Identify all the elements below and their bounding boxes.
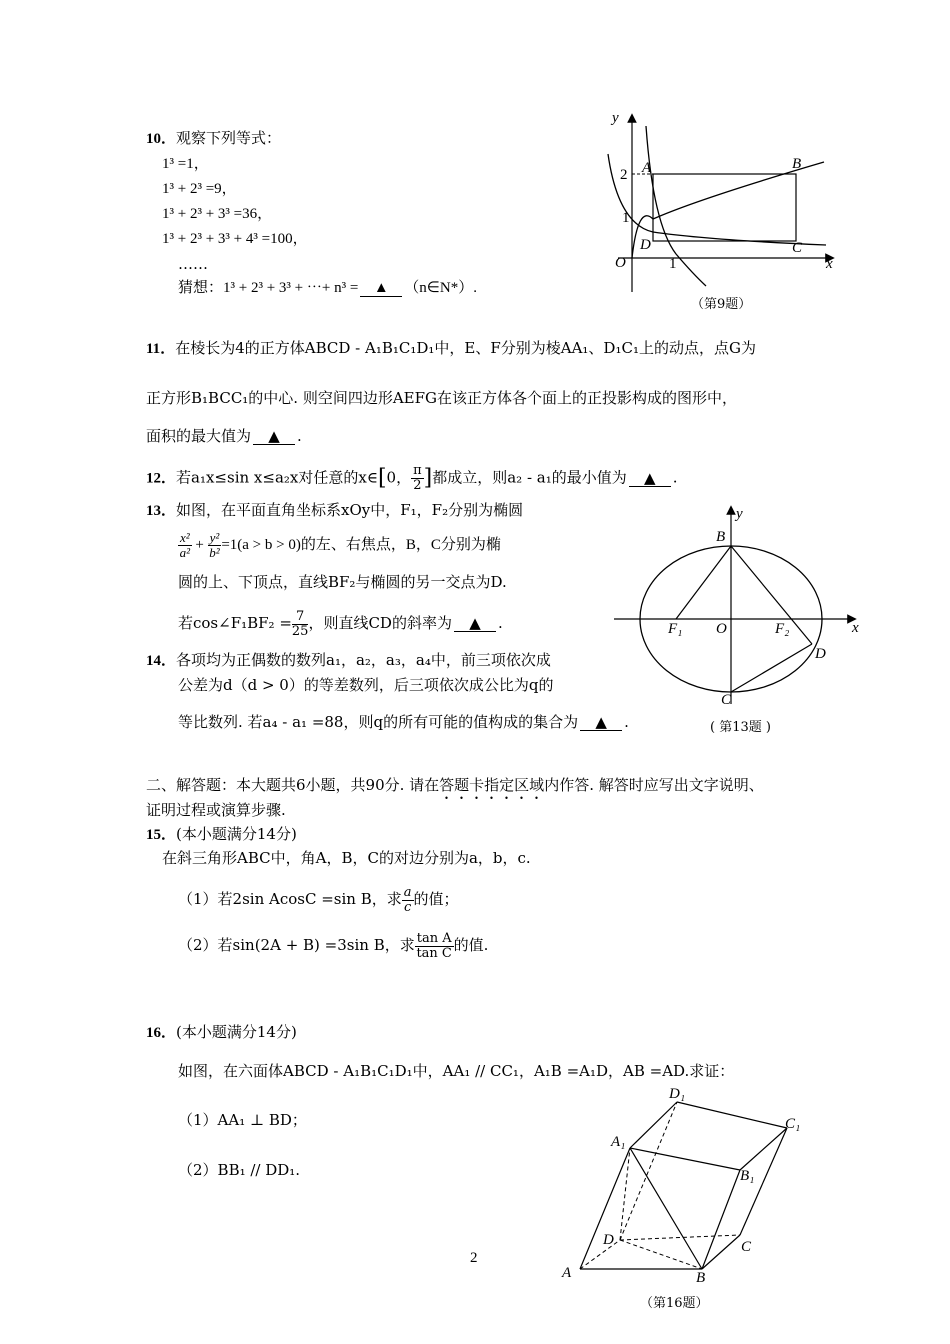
fig9-tick-2: 2: [620, 167, 628, 183]
fig13-point-d: D: [815, 646, 826, 662]
q12-number: 12: [146, 470, 161, 487]
fig9-tick-1x: 1: [669, 256, 677, 272]
q11-text-3: 面积的最大值为: [146, 427, 252, 445]
fig16-hidden-d-a1: [620, 1148, 630, 1240]
q13-text-1: 如图，在平面直角坐标系xOy中，F₁，F₂分别为椭圆: [176, 501, 524, 519]
q12-text-b: 都成立，则a₂ - a₁的最小值为: [432, 468, 627, 487]
fig16-edge-a1-b1: [630, 1148, 740, 1170]
fig16-point-a: A: [562, 1265, 572, 1281]
figure-16: [555, 1080, 815, 1290]
q16-number: 16: [146, 1025, 161, 1041]
q10-eq-4: 1³ + 2³ + 3³ + 4³ =100，: [162, 231, 308, 247]
q13-text-4a: 若cos∠F₁BF₂ =: [178, 614, 292, 632]
q10-stem: 10．观察下列等式：: [146, 129, 282, 147]
figure-13: [612, 500, 872, 712]
fig9-origin: O: [615, 255, 626, 271]
fig16-point-c1: C₁: [785, 1116, 801, 1132]
q15-p1-text-b: 的值；: [413, 890, 459, 908]
q13-number: 13: [146, 503, 161, 519]
q13-y2: y²: [209, 530, 220, 546]
q15-part2: [178, 930, 488, 961]
q14-text-1: 各项均为正偶数的数列a₁，a₂，a₃，a₄中，前三项依次成: [176, 651, 551, 669]
fig13-point-f1: F₁: [668, 621, 683, 637]
fig16-edge-b-b1: [702, 1170, 740, 1269]
fig13-y-label: y: [736, 506, 743, 522]
q15-p2-fraction: [415, 932, 454, 961]
section2-text-b: 内作答. 解答时应写出文字说明、: [544, 776, 764, 794]
q11-line2: 正方形B₁BCC₁的中心. 则空间四边形AEFG在该正方体各个面上的正投影构成的图形中，: [146, 389, 738, 407]
q11-end: .: [297, 427, 302, 445]
q11-number: 11: [146, 341, 161, 357]
q11-answer-blank: ▲: [253, 428, 295, 445]
fig9-y-label: y: [612, 110, 619, 126]
fig16-point-b: B: [696, 1270, 706, 1286]
q10-guess-prefix: 猜想：1³ + 2³ + 3³ + ⋯+ n³ =: [178, 280, 359, 296]
q12-pi: π: [413, 463, 422, 478]
q12-interval-left: 0，: [386, 468, 412, 487]
fig9-x-label: x: [826, 256, 833, 272]
q10-guess-suffix: （n∈N*）.: [404, 280, 477, 296]
q16-part2: （2）BB₁ // DD₁.: [178, 1161, 301, 1179]
q14-number: 14: [146, 653, 161, 669]
fig9-tick-1y: 1: [622, 210, 630, 226]
q13-cos-num: 7: [292, 610, 309, 625]
fig16-edge-d1-c1: [677, 1102, 787, 1128]
fig13-line-bd: [731, 546, 812, 644]
fig16-edge-c1-b1: [740, 1128, 787, 1170]
fig9-point-a: A: [642, 160, 652, 176]
fig16-hidden-d-d1: [620, 1102, 677, 1240]
q12-line: 12．若a₁x≤sin x≤a₂x对任意的x∈[0， $\frac{\pi}{2}$ ]都成立，则a₂ - a₁的最小值为 ▲ .: [146, 463, 678, 493]
fig16-edge-b-a1: [630, 1148, 702, 1269]
q13-frac-x: [178, 531, 192, 560]
q13-frac-y: [208, 531, 222, 560]
q15-points: (本小题满分14分): [176, 825, 297, 843]
q10-title: 观察下列等式：: [176, 129, 282, 147]
q12-text-a: 若a₁x≤sin x≤a₂x对任意的x∈: [176, 468, 378, 487]
fig9-point-d: D: [640, 237, 651, 253]
q11-line3: [146, 426, 302, 446]
q13-x2: x²: [180, 530, 190, 546]
q10-guess: [178, 278, 477, 298]
fig9-rectangle: [653, 174, 796, 241]
fig9-caption: （第9题）: [691, 297, 752, 312]
q15-p1-fraction: [402, 886, 414, 915]
q15-p1-num: a: [403, 884, 412, 900]
q15-intro: 在斜三角形ABC中，角A，B，C的对边分别为a，b，c.: [162, 849, 531, 867]
q15-header: 15．(本小题满分14分): [146, 825, 297, 843]
q16-points: (本小题满分14分): [176, 1023, 297, 1041]
fig13-x-label: x: [852, 620, 859, 636]
q11-text-1: 在棱长为4的正方体ABCD - A₁B₁C₁D₁中，E、F分别为棱AA₁、D₁C₁上的动点，点G为: [175, 339, 756, 357]
q15-p2-den: tan C: [416, 945, 452, 961]
fig16-point-d1: D₁: [669, 1086, 686, 1102]
q10-number: 10: [146, 131, 161, 147]
q12-end: .: [672, 468, 678, 487]
fig13-point-f2: F₂: [775, 621, 790, 637]
fig16-caption: （第16题）: [640, 1296, 709, 1311]
fig16-point-c: C: [741, 1239, 752, 1255]
fig13-point-b: B: [716, 529, 726, 545]
q10-eq-3: 1³ + 2³ + 3³ =36，: [162, 206, 273, 222]
q13-cos-den: 25: [291, 623, 309, 639]
q10-answer-blank: ▲: [360, 280, 402, 297]
q13-b2: b²: [209, 545, 220, 561]
section2-line1: [146, 775, 764, 803]
fig16-point-d: D: [603, 1232, 614, 1248]
q13-text-2: =1(a > b > 0)的左、右焦点，B，C分别为椭: [221, 537, 501, 553]
q14-line3: [178, 712, 629, 732]
q15-p2-text-b: 的值.: [453, 936, 489, 954]
figure-9: [598, 104, 848, 304]
q15-p2-text-a: （2）若sin(2A + B) =3sin B，求: [178, 936, 415, 954]
fig16-edge-b-c: [702, 1235, 740, 1269]
q12-two: 2: [413, 478, 422, 493]
q13-line3: 圆的上、下顶点，直线BF₂与椭圆的另一交点为D.: [178, 573, 507, 591]
q14-line1: 14．各项均为正偶数的数列a₁，a₂，a₃，a₄中，前三项依次成: [146, 651, 551, 669]
q12-answer-blank: ▲: [629, 470, 671, 487]
fig13-line-bf1: [676, 546, 731, 619]
fig16-edge-a1-d1: [630, 1102, 677, 1148]
fig13-origin: O: [716, 621, 727, 637]
q13-line4: [178, 608, 503, 639]
fig16-point-a1: A₁: [611, 1134, 626, 1150]
q16-part1: （1）AA₁ ⊥ BD；: [178, 1111, 307, 1129]
fig16-hidden-d-b: [620, 1240, 702, 1269]
q13-line2: $\frac{\text{x²}}{\text{a²}}$ + $\frac{\text{y²}}{\text{b²}}$ =1(a > b > 0)的左、右焦点，B，C分别为椭: [179, 530, 501, 561]
q10-eq-2: 1³ + 2³ =9，: [162, 181, 237, 197]
q14-text-3: 等比数列. 若a₄ - a₁ =88，则q的所有可能的值构成的集合为: [178, 713, 579, 731]
q10-eq-1: 1³ =1，: [162, 156, 209, 172]
q16-intro: 如图，在六面体ABCD - A₁B₁C₁D₁中，AA₁ // CC₁，A₁B =A₁D，AB =AD.求证：: [178, 1062, 735, 1080]
fig9-point-b: B: [792, 156, 802, 172]
fig16-point-b1: B₁: [740, 1168, 755, 1184]
q15-p1-text-a: （1）若2sin AcosC =sin B，求: [178, 890, 402, 908]
q15-p2-num: tan A: [416, 930, 452, 946]
q16-header: 16．(本小题满分14分): [146, 1023, 297, 1041]
q13-a2: a²: [179, 545, 191, 561]
q13-line1: 13．如图，在平面直角坐标系xOy中，F₁，F₂分别为椭圆: [146, 501, 524, 519]
fig16-hidden-d-c: [620, 1235, 740, 1240]
q15-number: 15: [146, 827, 161, 843]
q12-interval-fraction: [411, 464, 424, 493]
section2-line2: 证明过程或演算步骤.: [146, 801, 286, 819]
fig9-point-c: C: [792, 240, 803, 256]
q15-part1: [178, 884, 459, 915]
section2-emphasis: 答题卡指定区域: [439, 776, 545, 794]
section2-text-a: 二、解答题：本大题共6小题，共90分. 请在: [146, 776, 440, 794]
q11-line1: 11．在棱长为4的正方体ABCD - A₁B₁C₁D₁中，E、F分别为棱AA₁、D₁C₁上的动点，点G为: [146, 339, 756, 357]
q13-answer-blank: ▲: [454, 615, 496, 632]
q10-ellipsis: ……: [178, 255, 208, 273]
fig13-point-c: C: [721, 692, 732, 708]
q13-text-4b: ，则直线CD的斜率为: [308, 614, 452, 632]
q13-cos-fraction: [292, 610, 309, 639]
page-number: 2: [470, 1250, 478, 1266]
q15-p1-den: c: [403, 899, 412, 915]
q14-answer-blank: ▲: [580, 714, 622, 731]
fig13-caption: ( 第13题 ): [710, 720, 771, 735]
q14-line2: 公差为d（d > 0）的等差数列，后三项依次成公比为q的: [178, 676, 554, 694]
q14-end: .: [624, 713, 629, 731]
q13-end: .: [497, 614, 503, 632]
